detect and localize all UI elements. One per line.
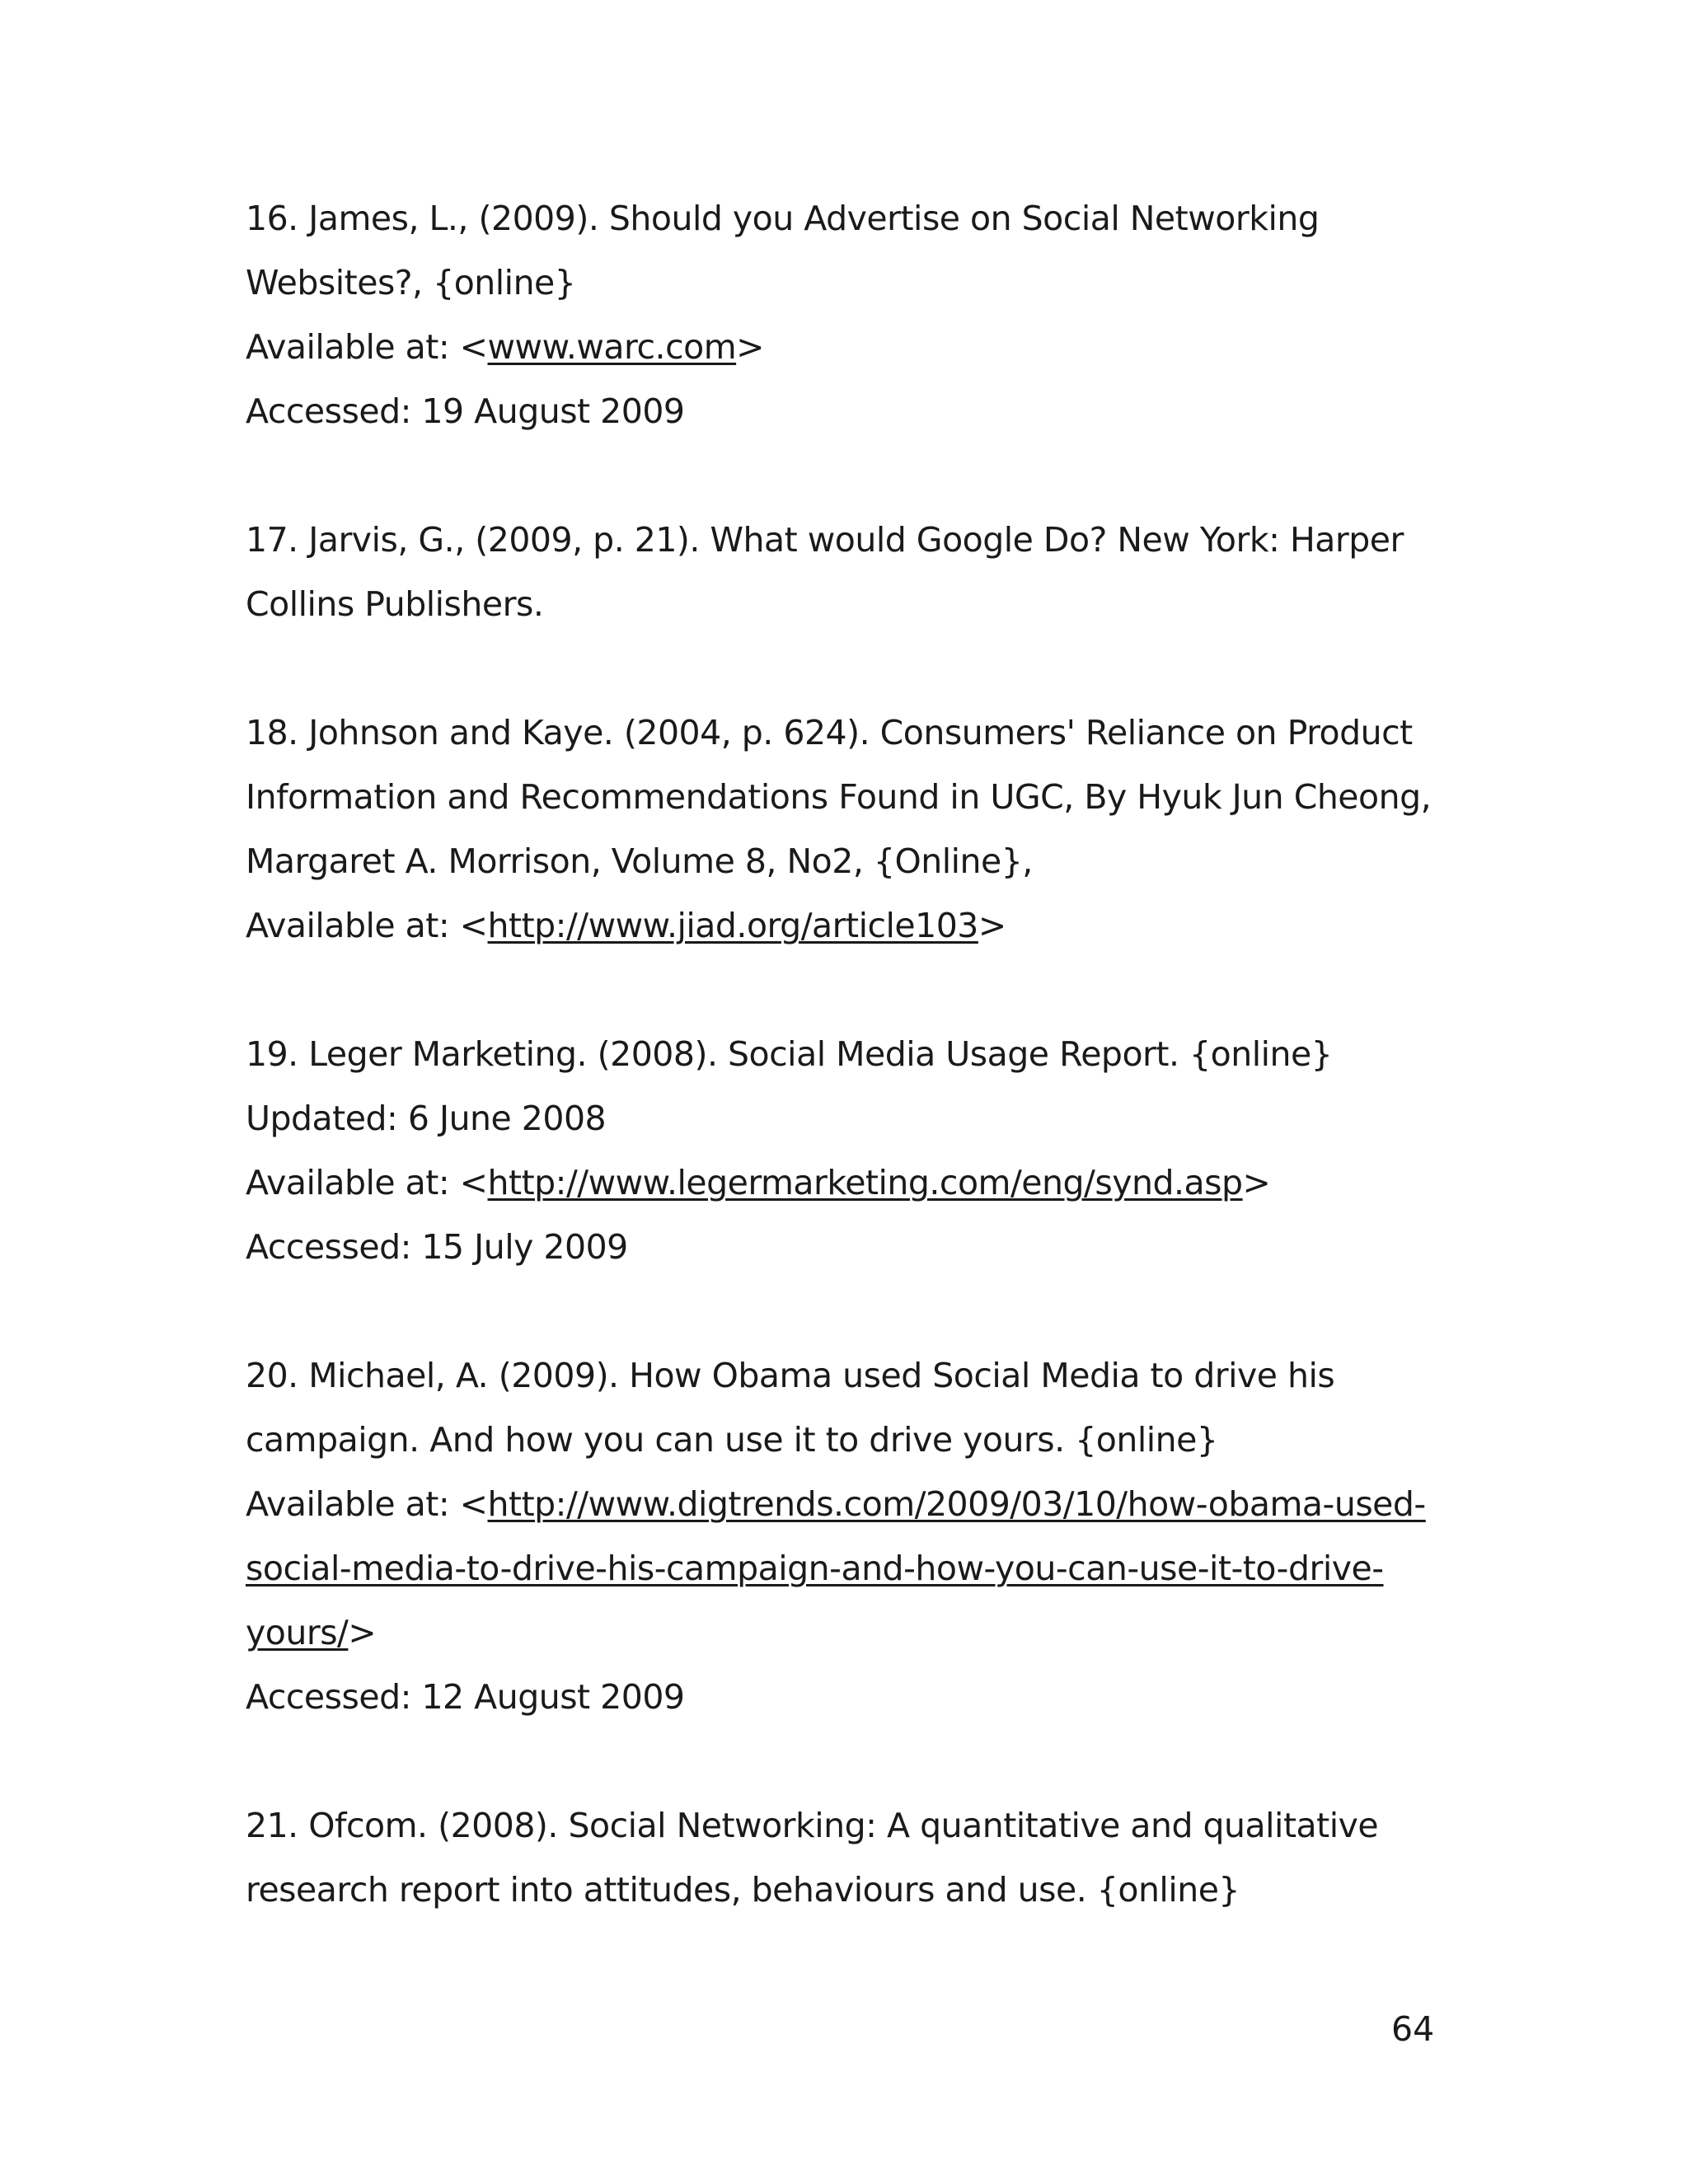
reference-link[interactable]: www.warc.com [487,327,737,367]
reference-line [246,1610,376,1656]
reference-line: 18. Johnson and Kaye. (2004, p. 624). Consumers' Reliance on Product [246,713,1413,752]
reference-line: research report into attitudes, behaviours and use. {online} [246,1870,1240,1910]
available-at-label: Available at: < [246,1163,488,1202]
reference-line: Accessed: 12 August 2009 [246,1677,685,1717]
reference-link[interactable]: social-media-to-drive-his-campaign-and-how-you-can-use-it-to-drive- [246,1549,1384,1588]
reference-line: 17. Jarvis, G., (2009, p. 21). What would Google Do? New York: Harper [246,520,1404,560]
link-close-bracket: > [348,1613,377,1652]
reference-line [246,902,1006,949]
reference-line: Websites?, {online} [246,263,576,302]
link-close-bracket: > [736,327,764,367]
reference-line: Updated: 6 June 2008 [246,1099,607,1138]
reference-line: 21. Ofcom. (2008). Social Networking: A quantitative and qualitative [246,1806,1379,1845]
reference-line: Accessed: 19 August 2009 [246,391,685,431]
reference-line [246,1545,1384,1591]
available-at-label: Available at: < [246,906,488,945]
reference-line [246,1481,1426,1527]
reference-line [246,1160,1270,1206]
available-at-label: Available at: < [246,327,488,367]
reference-link[interactable]: http://www.legermarketing.com/eng/synd.asp [487,1163,1243,1202]
reference-line: Margaret A. Morrison, Volume 8, No2, {Online}, [246,841,1033,881]
reference-line: Information and Recommendations Found in UGC, By Hyuk Jun Cheong, [246,777,1432,817]
reference-line [246,324,764,370]
reference-line: campaign. And how you can use it to drive yours. {online} [246,1420,1218,1460]
reference-line: Accessed: 15 July 2009 [246,1227,628,1267]
reference-link[interactable]: http://www.digtrends.com/2009/03/10/how-obama-used- [487,1484,1426,1524]
reference-link[interactable]: yours/ [246,1613,349,1652]
reference-link[interactable]: http://www.jiad.org/article103 [487,906,978,945]
page-number: 64 [1391,2009,1435,2049]
reference-line: 19. Leger Marketing. (2008). Social Media Usage Report. {online} [246,1034,1333,1074]
reference-line: 20. Michael, A. (2009). How Obama used Social Media to drive his [246,1356,1335,1395]
reference-line: Collins Publishers. [246,584,544,624]
link-close-bracket: > [1242,1163,1271,1202]
available-at-label: Available at: < [246,1484,488,1524]
reference-line: 16. James, L., (2009). Should you Advertise on Social Networking [246,199,1320,238]
link-close-bracket: > [978,906,1006,945]
